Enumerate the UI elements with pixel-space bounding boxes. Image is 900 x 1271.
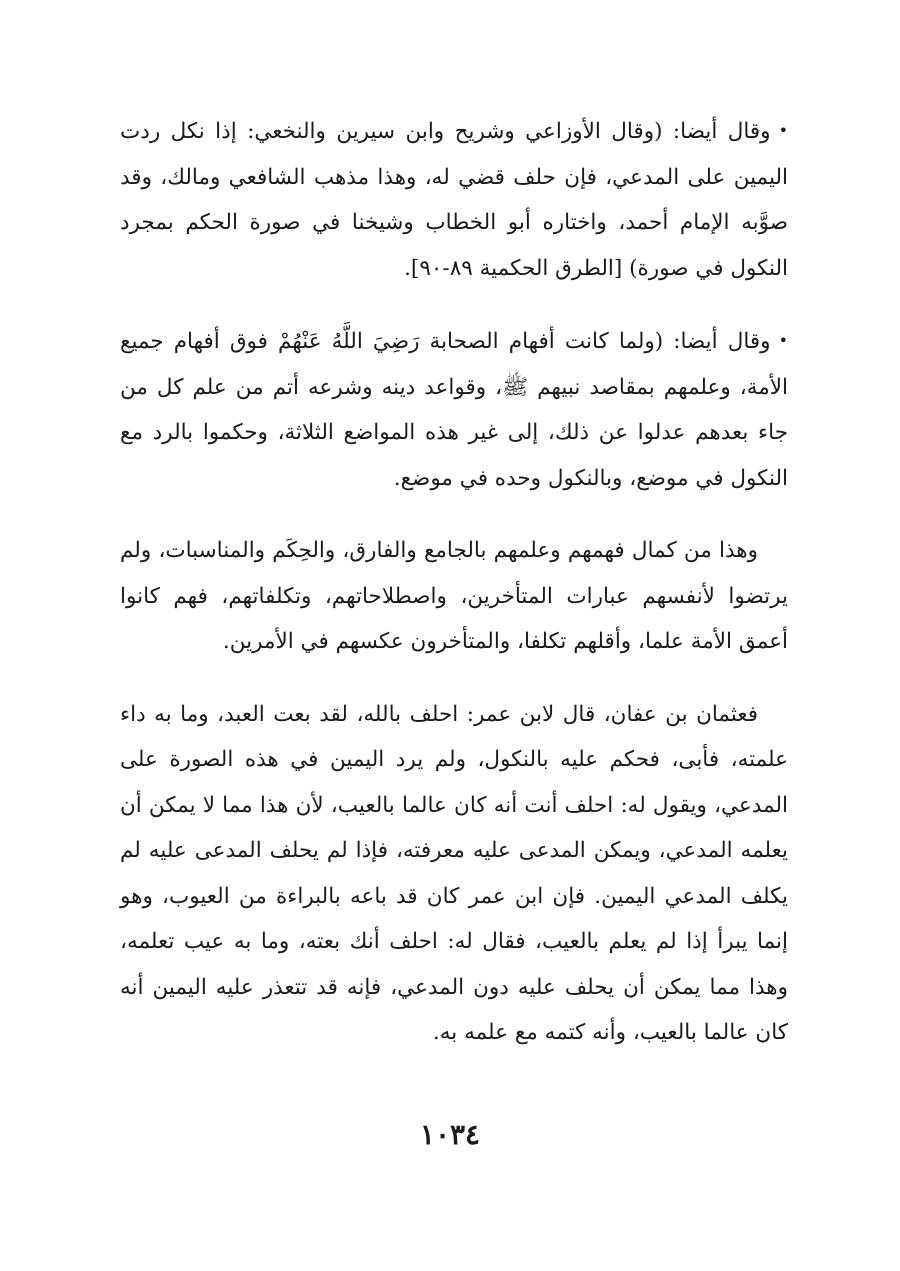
paragraph-3-text: وهذا من كمال فهمهم وعلمهم بالجامع والفارق، والحِكَم والمناسبات، ولم يرتضوا لأنفسهم عبارات المتأخرين، واصطلاحاتهم، وتكلفاتهم، فهم كانوا أعمق الأمة علما، وأقلهم تكلفا، والمتأخرون عكسهم في الأمرين. bbox=[120, 538, 788, 654]
page-number: ١٠٣٤ bbox=[419, 1118, 481, 1151]
paragraph-3 bbox=[120, 528, 788, 665]
paragraph-2 bbox=[120, 318, 788, 501]
bullet-icon: • bbox=[778, 121, 788, 140]
paragraph-1-text: وقال أيضا: (وقال الأوزاعي وشريح وابن سيرين والنخعي: إذا نكل ردت اليمين على المدعي، فإن حلف قضي له، وهذا مذهب الشافعي ومالك، وقد صوَّبه الإمام أحمد، واختاره أبو الخطاب وشيخنا في صورة الحكم بمجرد النكول في صورة) [الطرق الحكمية ٨٩-٩٠]. bbox=[120, 119, 788, 281]
paragraph-2-text: وقال أيضا: (ولما كانت أفهام الصحابة رَضِيَ اللَّهُ عَنْهُمْ فوق أفهام جميع الأمة، وعلمهم بمقاصد نبيهم ﷺ، وقواعد دينه وشرعه أتم من علم كل من جاء بعدهم عدلوا عن ذلك، إلى غير هذه المواضع الثلاثة، وحكموا بالرد مع النكول في موضع، وبالنكول وحده في موضع. bbox=[120, 329, 788, 491]
paragraph-4 bbox=[120, 692, 788, 1056]
paragraph-1 bbox=[120, 108, 788, 291]
page-body bbox=[120, 108, 788, 1056]
bullet-icon: • bbox=[778, 331, 788, 350]
paragraph-4-text: فعثمان بن عفان، قال لابن عمر: احلف بالله، لقد بعت العبد، وما به داء علمته، فأبى، فحكم عليه بالنكول، ولم يرد اليمين في هذه الصورة على المدعي، ويقول له: احلف أنت أنه كان عالما بالعيب، لأن هذا مما لا يمكن أن يعلمه المدعي، ويمكن المدعى عليه معرفته، فإذا لم يحلف المدعى عليه لم يكلف المدعي اليمين. فإن ابن عمر كان قد باعه بالبراءة من العيوب، وهو إنما يبرأ إذا لم يعلم بالعيب، فقال له: احلف أنك بعته، وما به عيب تعلمه، وهذا مما يمكن أن يحلف عليه دون المدعي، فإنه قد تتعذر عليه اليمين أنه كان عالما بالعيب، وأنه كتمه مع علمه به. bbox=[120, 701, 788, 1045]
